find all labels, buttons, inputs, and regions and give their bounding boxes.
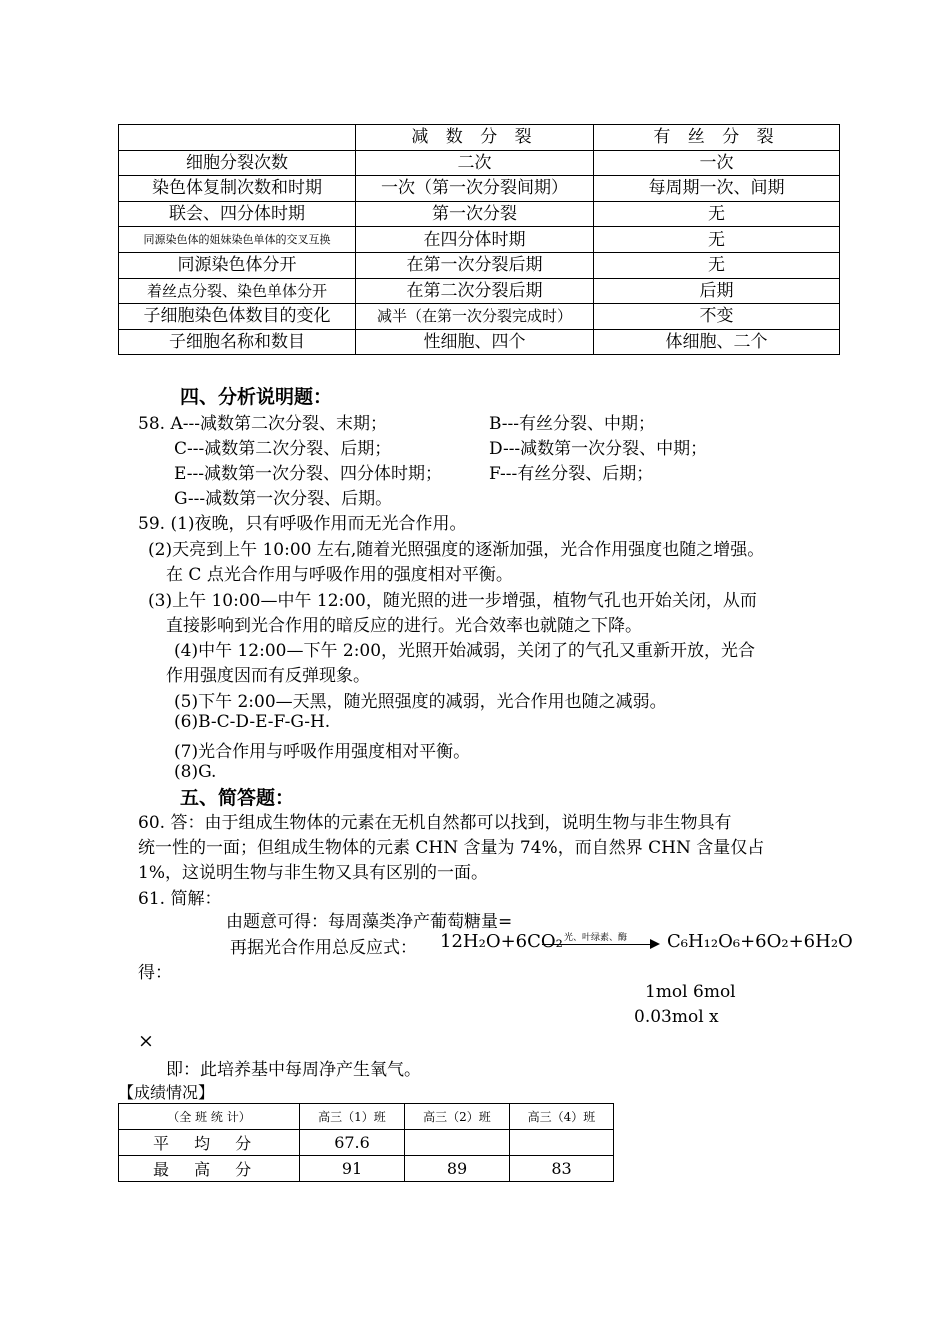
table-cell: 减半（在第一次分裂完成时） (356, 304, 594, 330)
q61-conclusion: 即：此培养基中每周净产生氧气。 (166, 1060, 421, 1080)
table-cell: 不变 (594, 304, 840, 330)
q61-line-1: 由题意可得：每周藻类净产葡萄糖量= (226, 912, 513, 932)
table-cell: 子细胞染色体数目的变化 (119, 304, 356, 330)
table-row (119, 1156, 614, 1182)
q58-line-e: E---减数第一次分裂、四分体时期； (174, 464, 442, 484)
table-cell: 着丝点分裂、染色单体分开 (119, 278, 356, 304)
table-row (119, 227, 840, 253)
table-cell: 在四分体时期 (356, 227, 594, 253)
table-cell (510, 1130, 614, 1156)
score-table (118, 1103, 614, 1182)
q60-line-1: 60. 答：由于组成生物体的元素在无机自然都可以找到，说明生物与非生物具有 (138, 813, 732, 833)
table-header-row (119, 1104, 614, 1130)
q59-p4a: (4)中午 12:00—下午 2:00，光照开始减弱，关闭了的气孔又重新开放，光合 (174, 641, 756, 661)
table-cell: 67.6 (300, 1130, 405, 1156)
table-cell: 减 数 分 裂 (356, 125, 594, 151)
table-cell: 83 (510, 1156, 614, 1182)
q59-p4b: 作用强度因而有反弹现象。 (166, 666, 370, 686)
section-5-heading: 五、简答题： (180, 787, 295, 809)
q60-line-3: 1%，这说明生物与非生物又具有区别的一面。 (138, 863, 488, 883)
q58-line-f: F---有丝分裂、后期； (489, 464, 654, 484)
table-row (119, 201, 840, 227)
table-cell: 染色体复制次数和时期 (119, 176, 356, 202)
table-cell: 高三（1）班 (300, 1104, 405, 1130)
table-cell: 体细胞、二个 (594, 329, 840, 355)
times-sign: × (138, 1030, 154, 1052)
table-row (119, 252, 840, 278)
q58-line-g: G---减数第一次分裂、后期。 (174, 489, 393, 509)
q59-p5: (5)下午 2:00—天黑，随光照强度的减弱，光合作用也随之减弱。 (174, 692, 667, 712)
table-cell: 细胞分裂次数 (119, 150, 356, 176)
table-cell: 一次（第一次分裂间期） (356, 176, 594, 202)
q58-line-b: B---有丝分裂、中期； (489, 414, 656, 434)
table-cell: 平 均 分 (119, 1130, 300, 1156)
table-cell: 性细胞、四个 (356, 329, 594, 355)
table-cell: 89 (405, 1156, 510, 1182)
q59-p7: (7)光合作用与呼吸作用强度相对平衡。 (174, 742, 471, 762)
q60-line-2: 统一性的一面；但组成生物体的元素 CHN 含量为 74%，而自然界 CHN 含量仅占 (138, 838, 765, 858)
q59-p8: (8)G. (174, 762, 217, 782)
q58-line-d: D---减数第一次分裂、中期； (489, 439, 708, 459)
q59-p3a: (3)上午 10:00—中午 12:00，随光照的进一步增强，植物气孔也开始关闭，从而 (148, 591, 757, 611)
equation-reactants: 12H₂O+6CO₂ (440, 931, 563, 952)
table-cell: （全 班 统 计） (119, 1104, 300, 1130)
table-cell: 每周期一次、间期 (594, 176, 840, 202)
table-cell: 第一次分裂 (356, 201, 594, 227)
arrow-shaft (542, 944, 652, 945)
table-row (119, 329, 840, 355)
meiosis-mitosis-comparison-table (118, 124, 840, 355)
section-4-heading: 四、分析说明题： (180, 386, 333, 408)
q61-line-2-prefix: 再据光合作用总反应式： (230, 938, 417, 958)
table-cell: 91 (300, 1156, 405, 1182)
table-cell (405, 1130, 510, 1156)
q58-line-c: C---减数第二次分裂、后期； (174, 439, 392, 459)
table-row (119, 304, 840, 330)
score-caption: 【成绩情况】 (118, 1083, 215, 1102)
table-row (119, 278, 840, 304)
reaction-conditions: 光、叶绿素、酶 (564, 933, 628, 943)
mol-row-2: 0.03mol x (634, 1007, 719, 1027)
table-cell: 无 (594, 227, 840, 253)
table-cell (119, 125, 356, 151)
table-cell: 最 高 分 (119, 1156, 300, 1182)
table-cell: 无 (594, 201, 840, 227)
q58-line-a: 58. A---减数第二次分裂、末期； (138, 414, 387, 434)
arrow-head-icon (650, 939, 660, 949)
q59-p2a: (2)天亮到上午 10:00 左右,随着光照强度的逐渐加强，光合作用强度也随之增强。 (148, 540, 765, 560)
table-cell: 高三（2）班 (405, 1104, 510, 1130)
q59-p2b: 在 C 点光合作用与呼吸作用的强度相对平衡。 (166, 565, 513, 585)
table-cell: 无 (594, 252, 840, 278)
q61-label: 61. 简解： (138, 889, 222, 909)
table-cell: 高三（4）班 (510, 1104, 614, 1130)
table-cell: 在第一次分裂后期 (356, 252, 594, 278)
table-cell: 后期 (594, 278, 840, 304)
table-cell: 二次 (356, 150, 594, 176)
q59-p6: (6)B-C-D-E-F-G-H. (174, 712, 331, 732)
table-cell: 有 丝 分 裂 (594, 125, 840, 151)
table-row (119, 176, 840, 202)
mol-row-1: 1mol 6mol (645, 982, 736, 1002)
table-cell: 一次 (594, 150, 840, 176)
table-cell: 同源染色体分开 (119, 252, 356, 278)
table-header-row (119, 125, 840, 151)
table-cell: 同源染色体的姐妹染色单体的交叉互换 (119, 227, 356, 253)
q59-p3b: 直接影响到光合作用的暗反应的进行。光合效率也就随之下降。 (166, 616, 642, 636)
equation-products: C₆H₁₂O₆+6O₂+6H₂O (667, 931, 853, 952)
reaction-arrow (542, 930, 662, 952)
table-row (119, 150, 840, 176)
de-label: 得： (138, 963, 172, 983)
table-row (119, 1130, 614, 1156)
table-cell: 在第二次分裂后期 (356, 278, 594, 304)
table-cell: 联会、四分体时期 (119, 201, 356, 227)
q59-p1: 59. (1)夜晚，只有呼吸作用而无光合作用。 (138, 514, 467, 534)
table-cell: 子细胞名称和数目 (119, 329, 356, 355)
